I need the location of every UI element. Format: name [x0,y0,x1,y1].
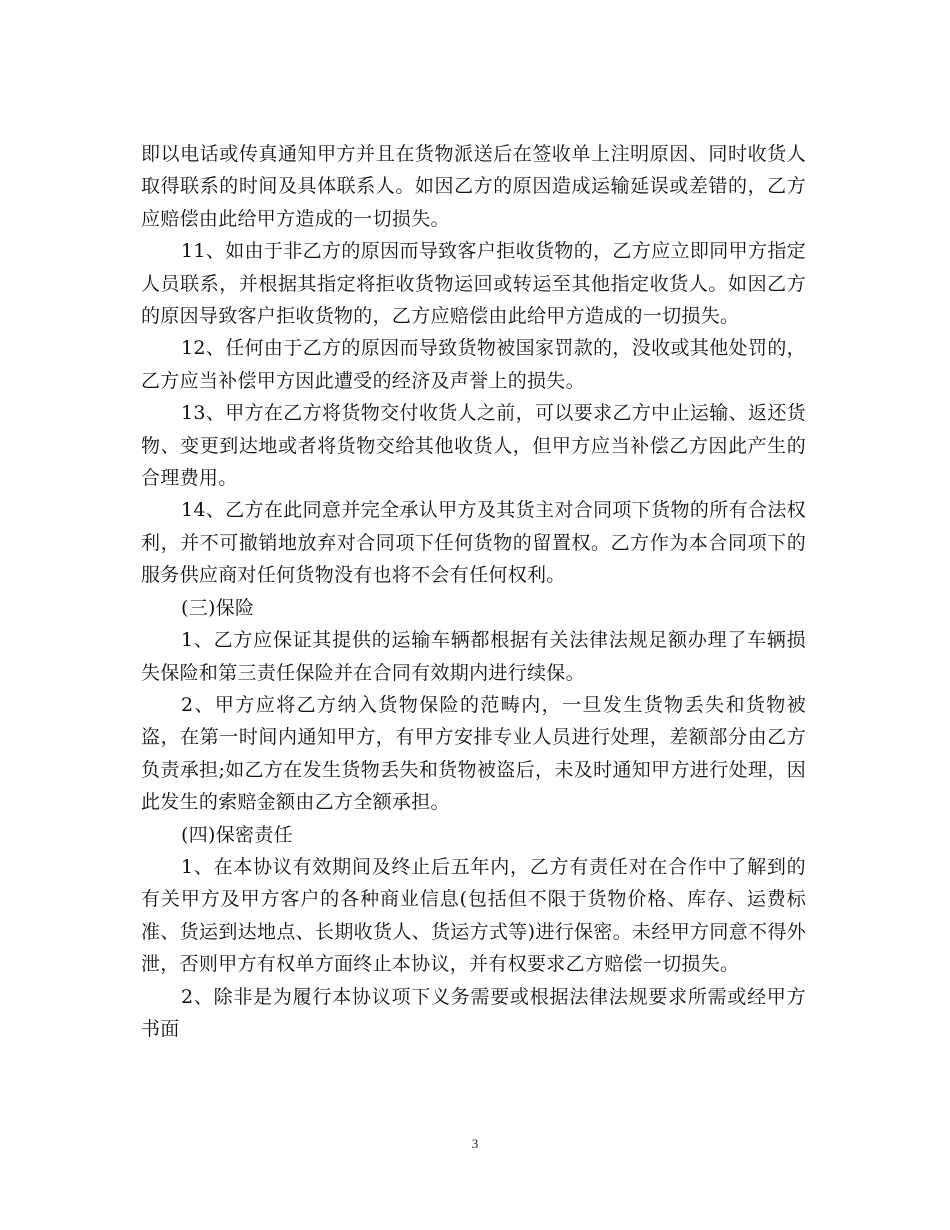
section-heading-insurance: (三)保险 [181,596,255,619]
paragraph-clause-14: 14、乙方在此同意并完全承认甲方及其货主对合同项下货物的所有合法权利，并不可撤销地放弃对合同项下任何货物的留置权。乙方作为本合同项下的服务供应商对任何货物没有也将不会有任何权利。 [141,499,806,587]
document-body [141,138,806,1045]
paragraph-insurance-2: 2、甲方应将乙方纳入货物保险的范畴内，一旦发生货物丢失和货物被盗，在第一时间内通知甲方，有甲方安排专业人员进行处理，差额部分由乙方负责承担;如乙方在发生货物丢失和货物被盗后，未及时通知甲方进行处理，因此发生的索赔金额由乙方全额承担。 [141,693,806,814]
paragraph-clause-11: 11、如由于非乙方的原因而导致客户拒收货物的，乙方应立即同甲方指定人员联系，并根据其指定将拒收货物运回或转运至其他指定收货人。如因乙方的原因导致客户拒收货物的，乙方应赔偿由此给甲方造成的一切损失。 [141,240,806,328]
paragraph-clause-13: 13、甲方在乙方将货物交付收货人之前，可以要求乙方中止运输、返还货物、变更到达地或者将货物交给其他收货人，但甲方应当补偿乙方因此产生的合理费用。 [141,402,806,490]
paragraph-insurance-1: 1、乙方应保证其提供的运输车辆都根据有关法律法规足额办理了车辆损失保险和第三责任保险并在合同有效期内进行续保。 [141,629,806,684]
paragraph-confidentiality-2: 2、除非是为履行本协议项下义务需要或根据法律法规要求所需或经甲方书面 [141,985,806,1040]
paragraph-clause-12: 12、任何由于乙方的原因而导致货物被国家罚款的，没收或其他处罚的，乙方应当补偿甲方因此遭受的经济及声誉上的损失。 [141,337,806,392]
paragraph-confidentiality-1: 1、在本协议有效期间及终止后五年内，乙方有责任对在合作中了解到的有关甲方及甲方客户的各种商业信息(包括但不限于货物价格、库存、运费标准、货运到达地点、长期收货人、货运方式等)进行保密。未经甲方同意不得外泄，否则甲方有权单方面终止本协议，并有权要求乙方赔偿一切损失。 [141,855,806,976]
page-number: 3 [471,1136,479,1151]
paragraph-continuation: 即以电话或传真通知甲方并且在货物派送后在签收单上注明原因、同时收货人取得联系的时间及具体联系人。如因乙方的原因造成运输延误或差错的，乙方应赔偿由此给甲方造成的一切损失。 [141,143,806,230]
section-heading-confidentiality: (四)保密责任 [181,823,293,846]
